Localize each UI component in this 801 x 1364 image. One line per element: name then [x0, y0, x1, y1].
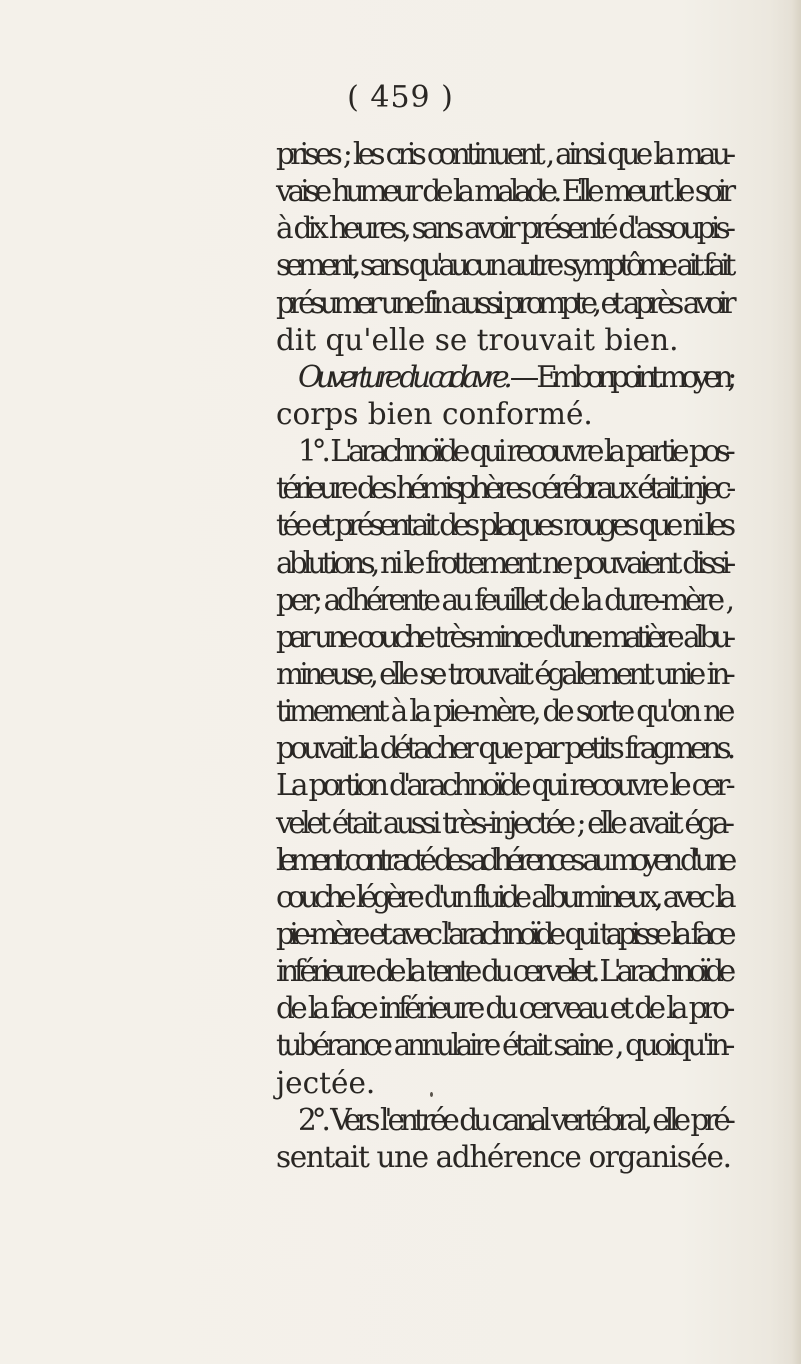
text-line: vaise humeur de la malade. Elle meurt le soir: [276, 174, 732, 209]
text-line: 2°. Vers l'entrée du canal vertébral, elle pré-: [298, 1102, 731, 1137]
text-line: couche légère d'un fluide albumineux, avec la: [276, 879, 732, 914]
text-line: de la face inférieure du cerveau et de la pro-: [276, 991, 731, 1026]
text-line: ablutions, ni le frottement ne pouvaient dissi-: [276, 545, 732, 580]
text-line: corps bien conformé.: [276, 396, 593, 431]
text-line: térieure des hémisphères cérébraux était injec-: [276, 471, 731, 506]
text-line: mineuse, elle se trouvait également unie in-: [276, 656, 732, 691]
text-line: timement à la pie-mère, de sorte qu'on ne: [276, 694, 732, 729]
text-fragment: Embonpoint moyen;: [536, 359, 732, 394]
text-line: jectée.: [276, 1065, 376, 1100]
text-line: à dix heures, sans avoir présenté d'assoupis-: [276, 211, 732, 246]
text-line: inférieure de la tente du cervelet. L'arachnoïde: [276, 954, 731, 989]
text-line: prises ; les cris continuent , ainsi que la mau-: [276, 137, 732, 171]
ink-speck: [430, 1092, 433, 1097]
text-line: per; adhérente au feuillet de la dure-mère ,: [276, 582, 731, 617]
text-line: sement, sans qu'aucun autre symptôme ait fait: [276, 248, 731, 283]
page-number: ( 459 ): [347, 80, 454, 115]
text-line: tubérance annulaire était saine , quoiqu'in-: [276, 1028, 732, 1063]
heading-dash: —: [506, 359, 537, 394]
text-line: La portion d'arachnoïde qui recouvre le cer-: [276, 768, 731, 803]
text-line: dit qu'elle se trouvait bien.: [276, 322, 679, 357]
text-line: tée et présentait des plaques rouges que ni les: [276, 508, 731, 543]
section-heading-line: [276, 359, 732, 396]
text-line: par une couche très-mince d'une matière albu-: [276, 619, 731, 654]
text-line: lement contracté des adhérences au moyen d'une: [276, 842, 732, 877]
section-heading: Ouverture du cadavre.: [298, 359, 507, 394]
page-edge: [791, 0, 801, 1364]
text-line: présumer une fin aussi prompte, et après avoir: [276, 285, 732, 320]
text-line: 1°. L'arachnoïde qui recouvre la partie pos-: [298, 434, 731, 469]
text-line: pouvait la détacher que par petits fragmens.: [276, 731, 732, 766]
text-line: pie-mère et avec l'arachnoïde qui tapisse la face: [276, 916, 732, 951]
text-line: sentait une adhérence organisée.: [276, 1139, 731, 1174]
body-text: [276, 136, 732, 1176]
text-line: velet était aussi très-injectée ; elle avait éga-: [276, 805, 731, 840]
